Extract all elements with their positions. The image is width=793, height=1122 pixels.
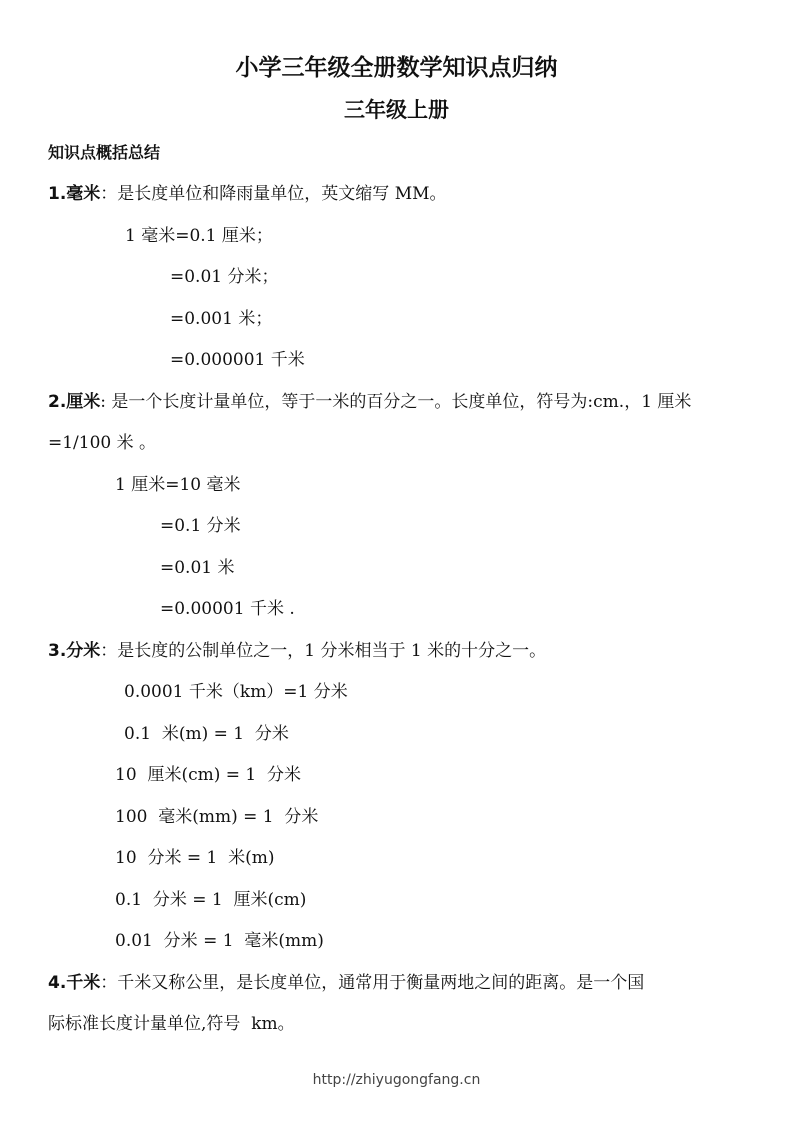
- item-3-formula-7: 0.01 分米 = 1 毫米(mm): [115, 931, 324, 951]
- section-heading: 知识点概括总结: [48, 143, 161, 162]
- item-2-definition-cont: =1/100 米 。: [48, 433, 157, 453]
- item-3-paragraph: [48, 640, 546, 662]
- item-2-formula-3: =0.01 米: [160, 558, 235, 578]
- item-3-formula-2: 0.1 米(m) = 1 分米: [124, 724, 289, 744]
- item-3-formula-6: 0.1 分米 = 1 厘米(cm): [115, 890, 307, 910]
- document-title: 小学三年级全册数学知识点归纳: [235, 55, 558, 81]
- item-2-definition: : 是一个长度计量单位，等于一米的百分之一。长度单位，符号为:cm.，1 厘米: [100, 392, 692, 412]
- item-1-formula-2: =0.01 分米；: [170, 267, 279, 287]
- item-4-definition: ：千米又称公里，是长度单位，通常用于衡量两地之间的距离。是一个国: [100, 973, 645, 993]
- item-4-definition-cont: 际标准长度计量单位,符号 km。: [48, 1014, 295, 1034]
- document-subtitle: 三年级上册: [344, 98, 449, 122]
- item-3-formula-4: 100 毫米(mm) = 1 分米: [115, 807, 319, 827]
- item-3-formula-1: 0.0001 千米（km）=1 分米: [124, 682, 348, 702]
- item-3-term: 3.分米: [48, 641, 101, 661]
- item-1-formula-3: =0.001 米；: [170, 309, 273, 329]
- item-3-formula-5: 10 分米 = 1 米(m): [115, 848, 275, 868]
- item-1-paragraph: [48, 183, 447, 205]
- item-2-term: 2.厘米: [48, 392, 101, 412]
- item-1-formula-1: 1 毫米=0.1 厘米；: [125, 226, 273, 246]
- item-1-term: 1.毫米: [48, 184, 101, 204]
- item-2-formula-1: 1 厘米=10 毫米: [115, 475, 241, 495]
- item-1-formula-4: =0.000001 千米: [170, 350, 305, 370]
- item-2-paragraph: [48, 391, 691, 413]
- item-2-formula-4: =0.00001 千米 .: [160, 599, 295, 619]
- item-3-formula-3: 10 厘米(cm) = 1 分米: [115, 765, 302, 785]
- item-2-formula-2: =0.1 分米: [160, 516, 241, 536]
- item-4-term: 4.千米: [48, 973, 101, 993]
- item-3-definition: ：是长度的公制单位之一，1 分米相当于 1 米的十分之一。: [100, 641, 547, 661]
- item-1-definition: ：是长度单位和降雨量单位，英文缩写 MM。: [100, 184, 447, 204]
- item-4-paragraph: [48, 972, 644, 994]
- footer-url[interactable]: http://zhiyugongfang.cn: [312, 1072, 481, 1088]
